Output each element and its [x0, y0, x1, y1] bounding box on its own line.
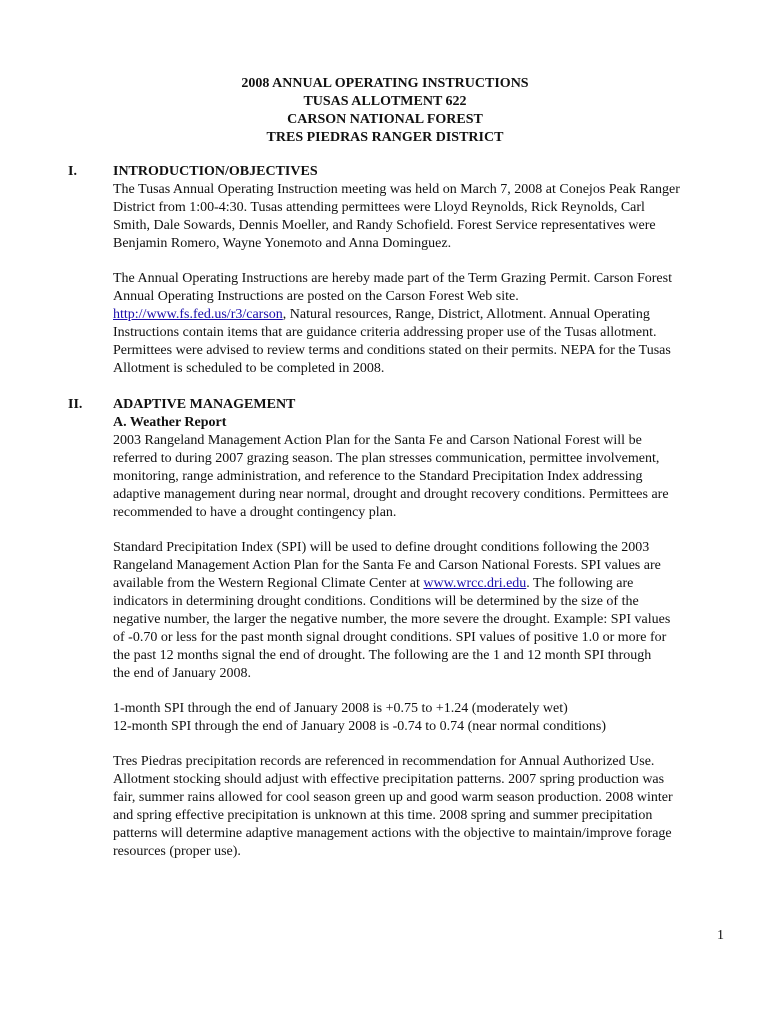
text-line	[113, 575, 733, 593]
text-line: Rangeland Management Action Plan for the Santa Fe and Carson National Forests. SPI values are	[113, 558, 661, 573]
text-line: Allotment stocking should adjust with effective precipitation patterns. 2007 spring production was	[113, 772, 665, 787]
text-line: 12-month SPI through the end of January 2008 is -0.74 to 0.74 (near normal conditions)	[113, 719, 607, 734]
text-fragment: , Natural resources, Range, District, Allotment. Annual Operating	[282, 307, 650, 322]
wrcc-link[interactable]: www.wrcc.dri.edu	[423, 576, 527, 591]
title-line-1: 2008 ANNUAL OPERATING INSTRUCTIONS	[241, 76, 529, 91]
section-heading: INTRODUCTION/OBJECTIVES	[113, 164, 318, 179]
text-line: District from 1:00-4:30. Tusas attending permittees were Lloyd Reynolds, Rick Reynolds, Carl	[113, 200, 645, 215]
text-line: Instructions contain items that are guidance criteria addressing proper use of the Tusas allotment.	[113, 325, 657, 340]
text-line: monitoring, range administration, and reference to the Standard Precipitation Index addressing	[113, 469, 643, 484]
paragraph	[113, 432, 733, 522]
title-line-2: TUSAS ALLOTMENT 622	[303, 94, 467, 109]
text-line: recommended to have a drought contingency plan.	[113, 505, 397, 520]
text-line: The Tusas Annual Operating Instruction meeting was held on March 7, 2008 at Conejos Peak Ranger	[113, 182, 680, 197]
text-line: the past 12 months signal the end of drought. The following are the 1 and 12 month SPI through	[113, 648, 652, 663]
text-fragment: . The following are	[526, 576, 634, 591]
section-numeral: I.	[68, 164, 77, 179]
text-line: Permittees were advised to review terms and conditions stated on their permits. NEPA for the Tusas	[113, 343, 671, 358]
paragraph	[113, 700, 733, 736]
paragraph	[113, 181, 733, 253]
section-heading: ADAPTIVE MANAGEMENT	[113, 397, 296, 412]
text-line: of -0.70 or less for the past month signal drought conditions. SPI values of positive 1.0 or more for	[113, 630, 667, 645]
section-numeral: II.	[68, 397, 83, 412]
text-line: Allotment is scheduled to be completed in 2008.	[113, 361, 385, 376]
text-line: Benjamin Romero, Wayne Yonemoto and Anna Dominguez.	[113, 236, 452, 251]
text-line: fair, summer rains allowed for cool season green up and good warm season production. 2008 winter	[113, 790, 673, 805]
page-number: 1	[717, 928, 724, 943]
subsection-heading: A. Weather Report	[113, 415, 227, 430]
text-line: referred to during 2007 grazing season. The plan stresses communication, permittee involvement,	[113, 451, 660, 466]
text-line: Tres Piedras precipitation records are referenced in recommendation for Annual Authorized Use.	[113, 754, 655, 769]
text-line: The Annual Operating Instructions are hereby made part of the Term Grazing Permit. Carson Forest	[113, 271, 672, 286]
text-line: resources (proper use).	[113, 844, 241, 859]
text-line: patterns will determine adaptive management actions with the objective to maintain/improve forage	[113, 826, 672, 841]
text-line: 1-month SPI through the end of January 2008 is +0.75 to +1.24 (moderately wet)	[113, 701, 568, 716]
text-line	[113, 306, 733, 324]
text-line: Smith, Dale Sowards, Dennis Moeller, and Randy Schofield. Forest Service representatives were	[113, 218, 656, 233]
text-line: the end of January 2008.	[113, 666, 252, 681]
text-line: adaptive management during near normal, drought and drought recovery conditions. Permittees are	[113, 487, 669, 502]
section-body	[113, 396, 733, 861]
paragraph	[113, 539, 733, 683]
carson-web-link[interactable]: http://www.fs.fed.us/r3/carson	[113, 307, 283, 322]
text-line: indicators in determining drought conditions. Conditions will be determined by the size of the	[113, 594, 639, 609]
paragraph	[113, 753, 733, 861]
text-line: Annual Operating Instructions are posted on the Carson Forest Web site.	[113, 289, 519, 304]
text-fragment: available from the Western Regional Climate Center at	[113, 576, 424, 591]
paragraph	[113, 270, 733, 378]
section-body	[113, 163, 733, 378]
title-line-3: CARSON NATIONAL FOREST	[287, 112, 483, 127]
text-line: 2003 Rangeland Management Action Plan for the Santa Fe and Carson National Forest will be	[113, 433, 642, 448]
text-line: and spring effective precipitation is unknown at this time. 2008 spring and summer precipitation	[113, 808, 653, 823]
text-line: Standard Precipitation Index (SPI) will be used to define drought conditions following the 2003	[113, 540, 650, 555]
title-line-4: TRES PIEDRAS RANGER DISTRICT	[266, 130, 504, 145]
document-title	[0, 75, 770, 147]
text-line: negative number, the larger the negative number, the more severe the drought. Example: SPI values	[113, 612, 671, 627]
